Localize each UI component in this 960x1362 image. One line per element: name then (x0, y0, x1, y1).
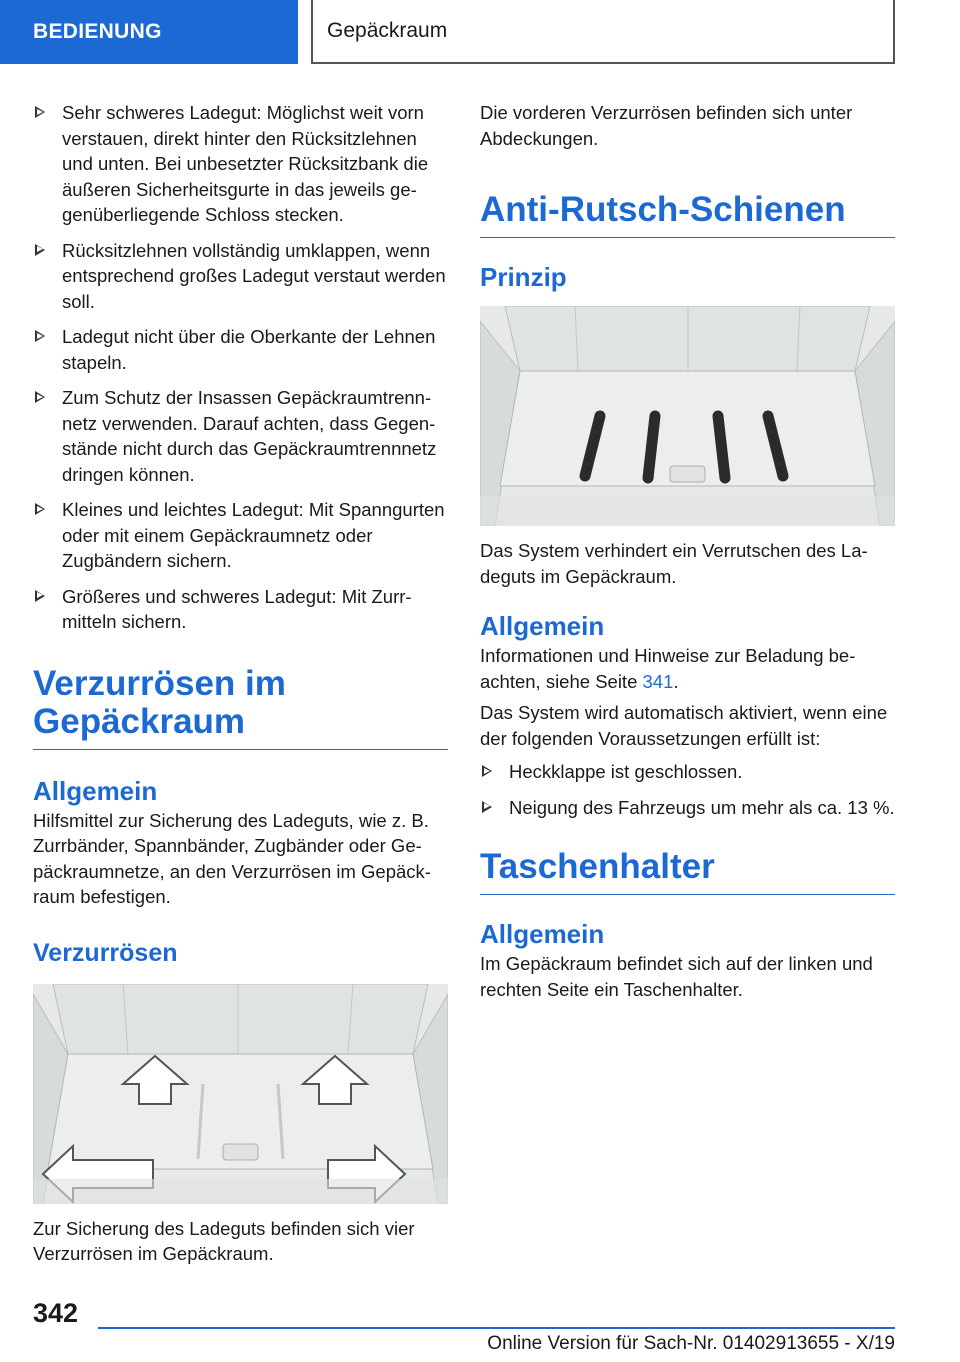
heading-eyelets: Verzurrösen im Gepäckraum (33, 665, 448, 750)
trunk-rails-drawing (480, 306, 895, 526)
right-column (480, 100, 895, 1002)
trunk-eyelets-drawing (33, 984, 448, 1204)
list-item: Heckklappe ist geschlossen. (480, 759, 895, 785)
rails-caption: Das System verhindert ein Verrutschen des Ladeguts im Gepäckraum. (480, 540, 868, 587)
triangle-bullet-icon (35, 391, 45, 403)
triangle-bullet-icon (35, 590, 45, 602)
subheading-general: Allgemein (33, 775, 158, 806)
page-number: 342 (33, 1298, 79, 1328)
general-text: Hilfsmittel zur Sicherung des Ladeguts, wie z. B. Zurrbänder, Spannbänder, Zugbänder oder Gepäckraumnetze, an den Verzurrösen im Gepäckraum befestigen. (33, 809, 431, 907)
footer-version-text: Online Version für Sach-Nr. 01402913655 - X/19 (487, 1333, 895, 1354)
rails-illustration (480, 306, 895, 526)
subheading-eyelets: Verzurrösen (33, 938, 178, 967)
rails-activation-text: Das System wird automatisch aktiviert, wenn eine der folgenden Voraussetzungen erfüllt ist: (480, 702, 888, 749)
triangle-bullet-icon (35, 503, 45, 515)
list-item: Ladegut nicht über die Oberkante der Lehnen stapeln. (33, 324, 448, 375)
list-item: Sehr schweres Ladegut: Möglichst weit vorn verstauen, direkt hinter den Rücksitzlehnen und unten. Bei unbesetzter Rücksitzbank die äußeren Sicherheitsgurte in das jeweils gegenüberliegende Schloss stecken. (33, 100, 448, 228)
heading-rails: Anti-Rutsch-Schienen (480, 191, 895, 238)
loading-tips-list (33, 100, 448, 635)
heading-bag-holder: Taschenhalter (480, 848, 895, 895)
subheading-rails-general: Allgemein (480, 611, 605, 641)
list-item: Rücksitzlehnen vollständig umklappen, wenn entsprechend großes Ladegut verstaut werden soll. (33, 238, 448, 315)
triangle-bullet-icon (482, 765, 492, 777)
triangle-bullet-icon (35, 330, 45, 342)
conditions-list (480, 759, 895, 820)
subheading-bag-general: Allgemein (480, 919, 605, 949)
section-tab: BEDIENUNG (0, 0, 298, 64)
eyelets-caption: Zur Sicherung des Ladeguts befinden sich vier Verzurrösen im Gepäckraum. (33, 1217, 415, 1264)
triangle-bullet-icon (35, 244, 45, 256)
left-column (33, 100, 448, 1267)
eyelets-illustration (33, 984, 448, 1204)
bag-holder-text: Im Gepäckraum befindet sich auf der linken und rechten Seite ein Taschenhalter. (480, 953, 873, 1000)
subheading-principle: Prinzip (480, 262, 567, 292)
page-link-341[interactable]: 341 (642, 670, 674, 692)
triangle-bullet-icon (35, 106, 45, 118)
list-item: Zum Schutz der Insassen Gepäckraumtrennnetz verwenden. Darauf achten, dass Gegenstände nicht durch das Gepäckraumtrennnetz dringen können. (33, 385, 448, 487)
chapter-title: Gepäckraum (311, 0, 895, 64)
list-item: Kleines und leichtes Ladegut: Mit Spanngurten oder mit einem Gepäckraumnetz oder Zugbändern sichern. (33, 497, 448, 574)
triangle-bullet-icon (482, 801, 492, 813)
list-item: Größeres und schweres Ladegut: Mit Zurrmitteln sichern. (33, 584, 448, 635)
footer-divider (98, 1327, 895, 1329)
rails-general-text: Informationen und Hinweise zur Beladung beachten, siehe Seite 341. (480, 645, 856, 692)
eyelets-intro: Die vorderen Verzurrösen befinden sich unter Abdeckungen. (480, 102, 853, 149)
list-item: Neigung des Fahrzeugs um mehr als ca. 13 %. (480, 795, 895, 821)
